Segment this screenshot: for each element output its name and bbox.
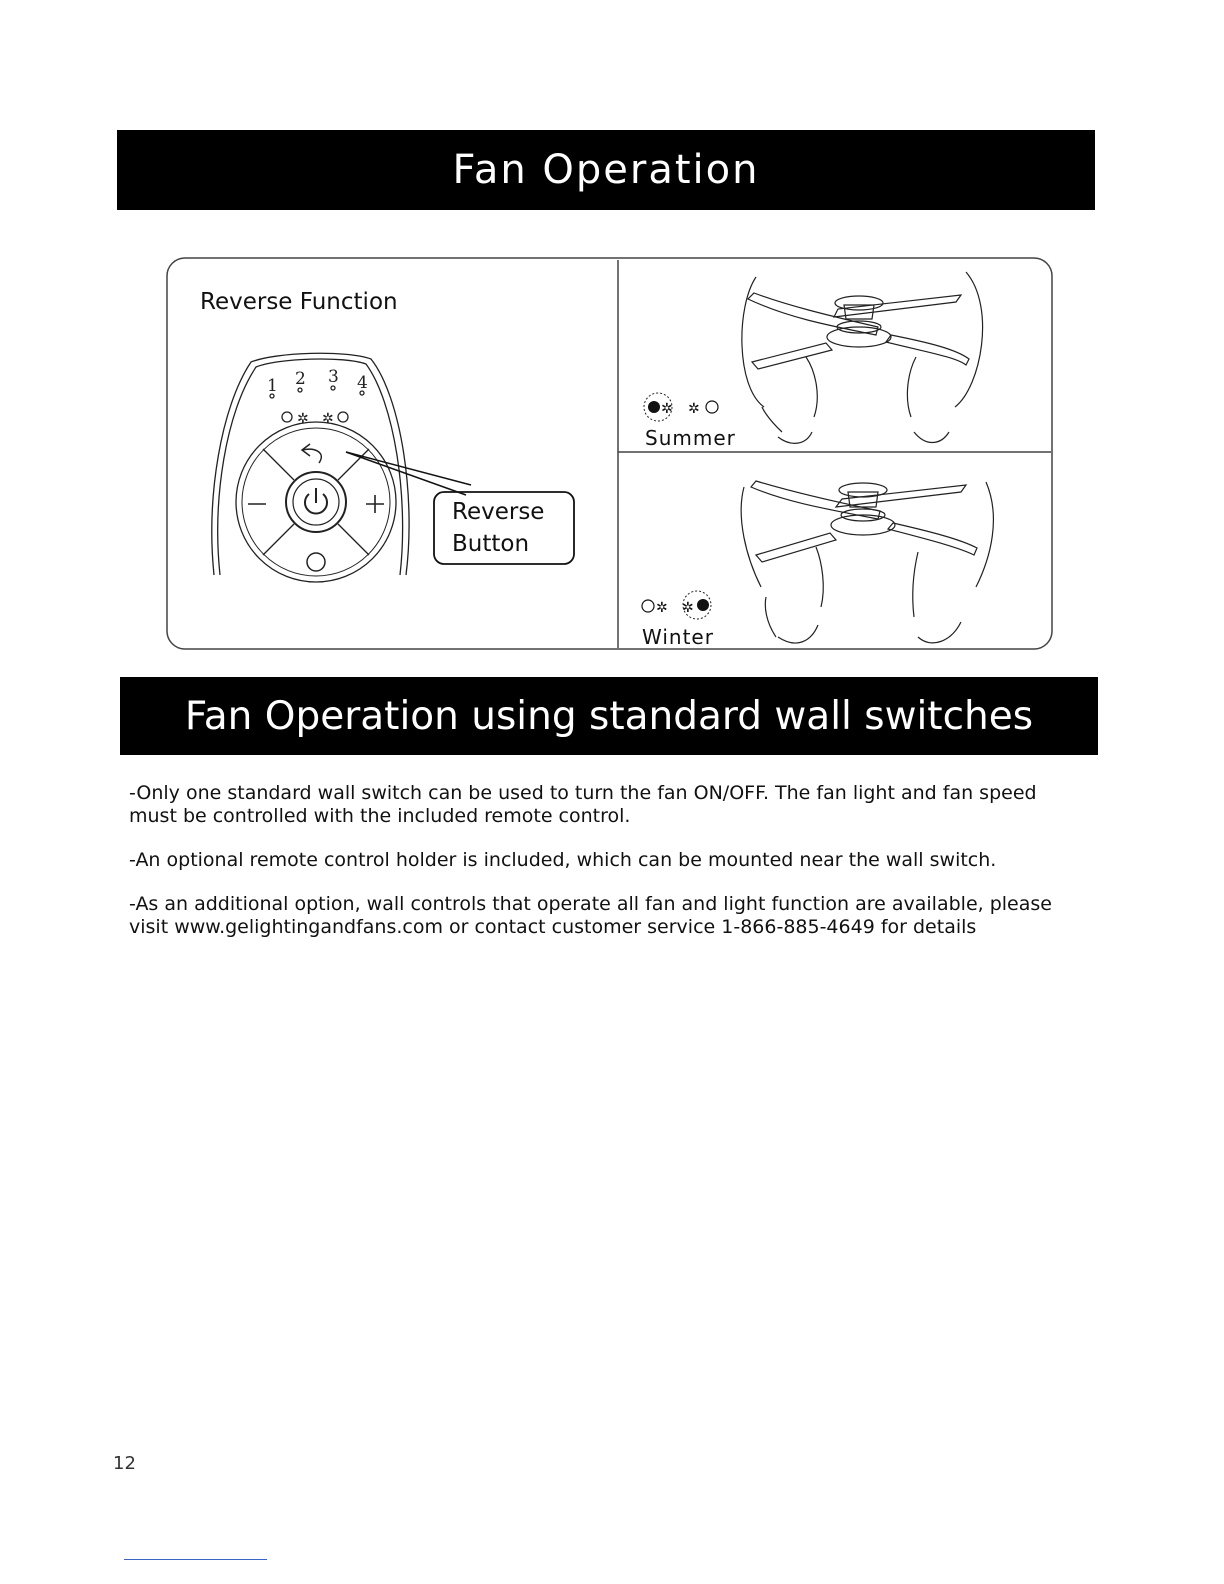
wall-switch-banner bbox=[120, 677, 1098, 755]
fan-operation-banner bbox=[117, 130, 1095, 210]
speed-number-2: 2 bbox=[295, 369, 306, 389]
svg-text:✲: ✲ bbox=[297, 411, 309, 427]
instruction-paragraph: -Only one standard wall switch can be used to turn the fan ON/OFF. The fan light and fan speed must be controlled with the included remote control. bbox=[129, 782, 1037, 827]
winter-label: Winter bbox=[642, 625, 714, 649]
summer-blade-icon-2: ✲ bbox=[688, 401, 700, 417]
winter-blade-icon-2: ✲ bbox=[682, 600, 694, 616]
reverse-function-label: Reverse Function bbox=[200, 289, 398, 315]
instruction-paragraph: -As an additional option, wall controls that operate all fan and light function are available, please visit www.gelightingandfans.com or contact customer service 1-866-885-4649 for details bbox=[129, 893, 1052, 938]
footer-link-underline bbox=[124, 1559, 267, 1560]
wall-switch-title: Fan Operation using standard wall switches bbox=[184, 693, 1034, 739]
reverse-button-label-line2: Button bbox=[452, 531, 530, 557]
figure-frame bbox=[167, 258, 1052, 649]
summer-mode-indicator bbox=[644, 393, 718, 421]
fan-summer-icon bbox=[742, 272, 983, 443]
reverse-function-figure bbox=[166, 257, 1053, 650]
figure-illustration bbox=[166, 257, 1053, 650]
speed-number-1: 1 bbox=[267, 376, 278, 396]
remote-control-icon bbox=[212, 353, 409, 582]
wall-switch-instructions bbox=[129, 782, 1089, 960]
instruction-paragraph: -An optional remote control holder is included, which can be mounted near the wall switch. bbox=[129, 849, 997, 871]
speed-number-3: 3 bbox=[328, 367, 339, 387]
page-number: 12 bbox=[113, 1453, 136, 1474]
summer-label: Summer bbox=[645, 426, 736, 450]
fan-operation-title: Fan Operation bbox=[452, 147, 760, 193]
speed-number-4: 4 bbox=[357, 373, 368, 393]
reverse-button-label-line1: Reverse bbox=[452, 499, 545, 525]
winter-blade-icon: ✲ bbox=[656, 600, 668, 616]
summer-blade-icon: ✲ bbox=[661, 401, 673, 417]
reverse-button-label bbox=[452, 496, 544, 560]
fan-winter-icon bbox=[741, 481, 993, 643]
svg-text:✲: ✲ bbox=[322, 411, 334, 427]
winter-mode-indicator bbox=[642, 591, 711, 619]
